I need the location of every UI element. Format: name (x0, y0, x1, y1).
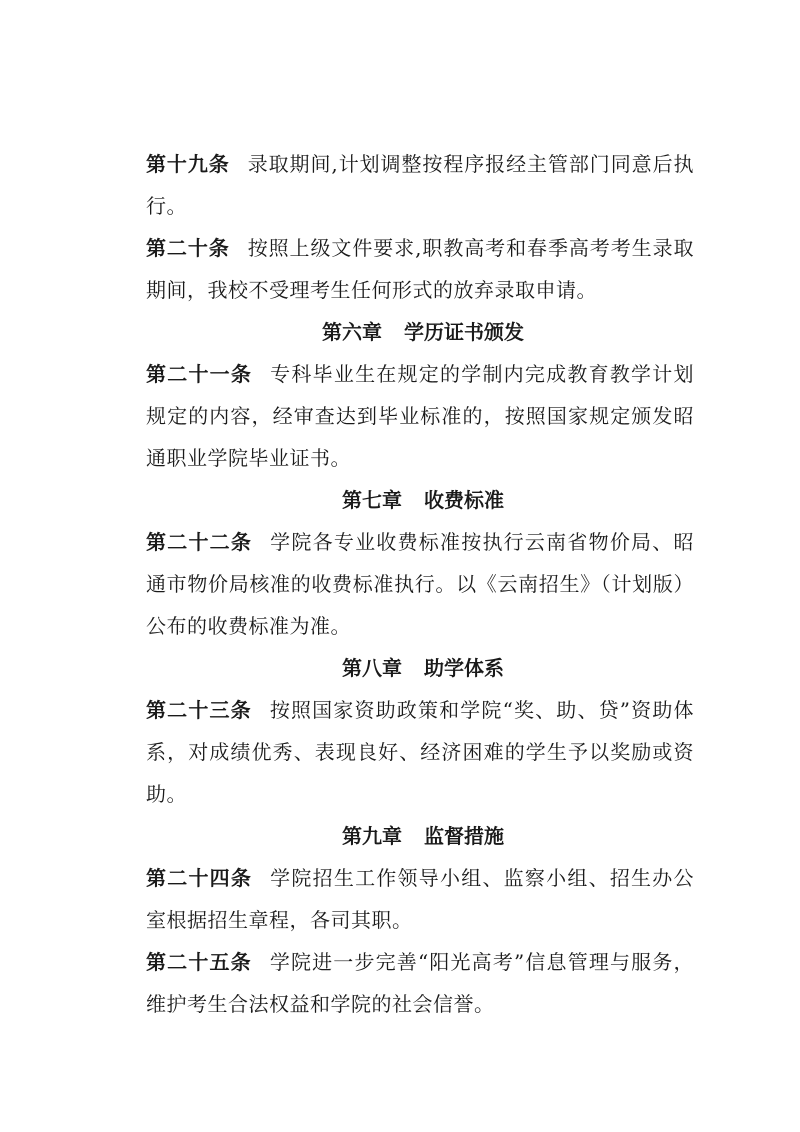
chapter-number: 第六章 (322, 320, 382, 344)
article-label: 第十九条 (146, 152, 230, 176)
chapter-title: 监督措施 (424, 824, 504, 848)
chapter-number: 第八章 (342, 656, 402, 680)
article-20 (146, 227, 694, 311)
article-19 (146, 143, 694, 227)
article-text: 专科毕业生在规定的学制内完成教育教学计划规定的内容，经审查达到毕业标准的，按照国家规定颁发昭通职业学院毕业证书。 (146, 362, 695, 470)
chapter-7-heading (146, 479, 694, 521)
article-label: 第二十四条 (146, 866, 253, 890)
chapter-title: 收费标准 (424, 488, 504, 512)
chapter-6-heading (146, 311, 694, 353)
article-22 (146, 521, 694, 647)
chapter-number: 第七章 (342, 488, 402, 512)
article-text: 按照国家资助政策和学院“奖、助、贷”资助体系，对成绩优秀、表现良好、经济困难的学生予以奖励或资助。 (146, 698, 694, 806)
article-text: 学院各专业收费标准按执行云南省物价局、昭通市物价局核准的收费标准执行。以《云南招生》（计划版）公布的收费标准为准。 (146, 530, 695, 638)
chapter-number: 第九章 (342, 824, 402, 848)
article-label: 第二十条 (146, 236, 230, 260)
chapter-9-heading (146, 815, 694, 857)
article-text: 学院招生工作领导小组、监察小组、招生办公室根据招生章程，各司其职。 (146, 866, 695, 932)
article-label: 第二十三条 (146, 698, 252, 722)
article-text: 学院进一步完善“阳光高考”信息管理与服务，维护考生合法权益和学院的社会信誉。 (146, 950, 694, 1016)
article-label: 第二十二条 (146, 530, 253, 554)
article-label: 第二十五条 (146, 950, 252, 974)
chapter-title: 助学体系 (424, 656, 504, 680)
document-page (146, 143, 694, 1025)
article-23 (146, 689, 694, 815)
article-text: 按照上级文件要求,职教高考和春季高考考生录取期间，我校不受理考生任何形式的放弃录取申请。 (146, 236, 694, 302)
chapter-8-heading (146, 647, 694, 689)
article-21 (146, 353, 694, 479)
article-label: 第二十一条 (146, 362, 253, 386)
chapter-title: 学历证书颁发 (404, 320, 524, 344)
article-text: 录取期间,计划调整按程序报经主管部门同意后执行。 (146, 152, 694, 218)
article-24 (146, 857, 694, 941)
article-25 (146, 941, 694, 1025)
